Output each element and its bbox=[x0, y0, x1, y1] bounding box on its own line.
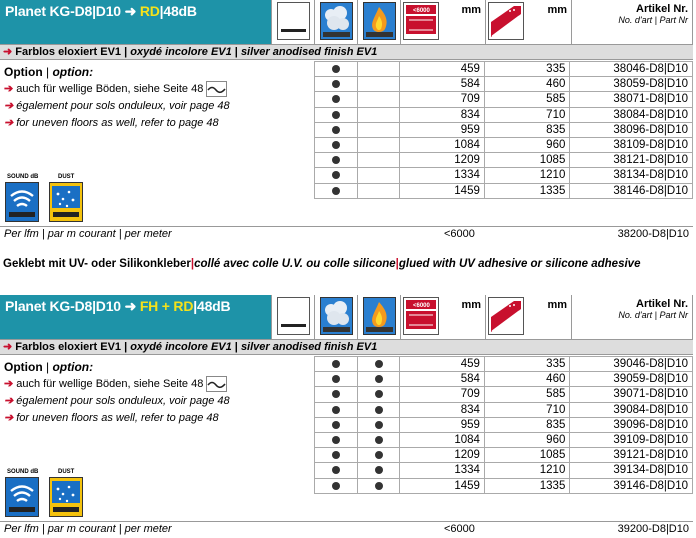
table-cell bbox=[357, 463, 400, 478]
dot-icon bbox=[332, 360, 340, 368]
table-cell: 1084 bbox=[400, 137, 484, 152]
dot-icon bbox=[375, 375, 383, 383]
table-cell: 584 bbox=[400, 77, 484, 92]
table-cell: 584 bbox=[400, 372, 484, 387]
table-row bbox=[315, 432, 693, 447]
table-cell bbox=[315, 62, 358, 77]
table-cell bbox=[315, 417, 358, 432]
article-number-header: Artikel Nr. No. d'art | Part Nr bbox=[618, 298, 688, 320]
table-row bbox=[315, 387, 693, 402]
dot-icon bbox=[332, 187, 340, 195]
length-cut-icon bbox=[403, 297, 439, 335]
table-cell: 1334 bbox=[400, 168, 484, 183]
table-cell bbox=[357, 372, 400, 387]
smoke-seal-icon bbox=[320, 297, 353, 335]
table-cell: 959 bbox=[400, 417, 484, 432]
dust-label: DUST bbox=[58, 469, 75, 475]
table-cell bbox=[357, 168, 400, 183]
table-cell: 38146-D8|D10 bbox=[570, 183, 693, 198]
table-cell bbox=[357, 417, 400, 432]
product-title: Planet KG-D8|D10 ➜ RD|48dB bbox=[0, 0, 271, 44]
table-cell bbox=[357, 62, 400, 77]
table-cell bbox=[315, 478, 358, 493]
table-cell: 834 bbox=[400, 107, 484, 122]
table-cell: 39134-D8|D10 bbox=[570, 463, 693, 478]
dot-icon bbox=[332, 141, 340, 149]
table-row bbox=[315, 183, 693, 198]
table-cell: 39084-D8|D10 bbox=[570, 402, 693, 417]
angle-bevel-icon bbox=[488, 297, 524, 335]
dot-icon bbox=[332, 436, 340, 444]
article-number-header: Artikel Nr. No. d'art | Part Nr bbox=[618, 3, 688, 25]
table-cell: 38121-D8|D10 bbox=[570, 153, 693, 168]
table-cell bbox=[357, 432, 400, 447]
wave-floor-icon bbox=[206, 81, 227, 97]
dot-icon bbox=[375, 390, 383, 398]
table-row bbox=[315, 62, 693, 77]
finish-band: ➜ Farblos eloxiert EV1 | oxydé incolore EV1 | silver anodised finish EV1 bbox=[0, 339, 693, 355]
table-cell bbox=[315, 432, 358, 447]
table-cell bbox=[315, 92, 358, 107]
table-cell: 39059-D8|D10 bbox=[570, 372, 693, 387]
product-title: Planet KG-D8|D10 ➜ FH + RD|48dB bbox=[0, 295, 271, 339]
table-cell: 835 bbox=[484, 417, 569, 432]
sound-label: SOUND dB bbox=[7, 469, 39, 475]
dot-icon bbox=[375, 436, 383, 444]
table-cell bbox=[315, 122, 358, 137]
per-meter-row: Per lfm | par m courant | per meter <6000 38200-D8|D10 bbox=[0, 226, 693, 242]
table-cell: 1210 bbox=[484, 463, 569, 478]
table-row bbox=[315, 357, 693, 372]
dust-label: DUST bbox=[58, 174, 75, 180]
table-row bbox=[315, 463, 693, 478]
table-cell bbox=[315, 448, 358, 463]
angle-bevel-icon bbox=[488, 2, 524, 40]
table-cell: 834 bbox=[400, 402, 484, 417]
table-cell bbox=[357, 183, 400, 198]
table-cell: 1335 bbox=[484, 183, 569, 198]
product-header bbox=[0, 295, 693, 339]
dot-icon bbox=[332, 65, 340, 73]
table-cell: 710 bbox=[484, 402, 569, 417]
table-cell bbox=[357, 107, 400, 122]
table-cell bbox=[357, 77, 400, 92]
table-cell: 960 bbox=[484, 137, 569, 152]
table-cell: 1459 bbox=[400, 183, 484, 198]
table-cell: 460 bbox=[484, 77, 569, 92]
dot-icon bbox=[332, 126, 340, 134]
table-row bbox=[315, 402, 693, 417]
dot-icon bbox=[375, 406, 383, 414]
glue-note: Geklebt mit UV- oder Silikonkleber|collé avec colle U.V. ou colle silicone|glued with UV adhesive or silicone adhesive bbox=[3, 258, 641, 270]
table-row bbox=[315, 168, 693, 183]
table-cell bbox=[315, 387, 358, 402]
table-cell bbox=[357, 122, 400, 137]
table-cell: 959 bbox=[400, 122, 484, 137]
table-cell bbox=[315, 77, 358, 92]
table-cell bbox=[357, 387, 400, 402]
smoke-seal-icon bbox=[320, 2, 353, 40]
table-cell: 1209 bbox=[400, 448, 484, 463]
table-cell: 39046-D8|D10 bbox=[570, 357, 693, 372]
product-header bbox=[0, 0, 693, 44]
table-cell bbox=[315, 137, 358, 152]
table-cell: 38046-D8|D10 bbox=[570, 62, 693, 77]
dot-icon bbox=[332, 390, 340, 398]
table-cell: 38071-D8|D10 bbox=[570, 92, 693, 107]
dot-icon bbox=[332, 466, 340, 474]
table-cell: 460 bbox=[484, 372, 569, 387]
table-cell: 1335 bbox=[484, 478, 569, 493]
mm-label-2: mm bbox=[547, 4, 567, 16]
table-cell: 39146-D8|D10 bbox=[570, 478, 693, 493]
table-cell: 335 bbox=[484, 357, 569, 372]
table-cell bbox=[357, 137, 400, 152]
threshold-profile-icon bbox=[277, 297, 310, 335]
table-cell: 39071-D8|D10 bbox=[570, 387, 693, 402]
table-cell: 459 bbox=[400, 62, 484, 77]
sound-icon bbox=[5, 182, 39, 222]
table-cell bbox=[315, 153, 358, 168]
table-row bbox=[315, 92, 693, 107]
sound-label: SOUND dB bbox=[7, 174, 39, 180]
table-cell: 335 bbox=[484, 62, 569, 77]
table-cell: 1459 bbox=[400, 478, 484, 493]
table-cell bbox=[315, 463, 358, 478]
length-cut-icon bbox=[403, 2, 439, 40]
dust-icon bbox=[49, 477, 83, 517]
table-cell: 38134-D8|D10 bbox=[570, 168, 693, 183]
table-cell: 38059-D8|D10 bbox=[570, 77, 693, 92]
table-cell: 585 bbox=[484, 387, 569, 402]
option-notes: Option | option: ➔ auch für wellige Böden, siehe Seite 48 ➔ également pour sols onduleux, voir page 48 ➔ for uneven floors as well, refer to page 48 bbox=[4, 360, 230, 424]
dot-icon bbox=[332, 375, 340, 383]
table-row bbox=[315, 77, 693, 92]
table-cell bbox=[357, 153, 400, 168]
table-cell: 459 bbox=[400, 357, 484, 372]
table-cell: 960 bbox=[484, 432, 569, 447]
table-cell: 1085 bbox=[484, 153, 569, 168]
sound-icon bbox=[5, 477, 39, 517]
table-cell bbox=[315, 372, 358, 387]
table-cell: 710 bbox=[484, 107, 569, 122]
dot-icon bbox=[332, 406, 340, 414]
fire-seal-icon bbox=[363, 297, 396, 335]
mm-label-2: mm bbox=[547, 299, 567, 311]
svg-text:<6000: <6000 bbox=[413, 303, 430, 309]
mm-label-1: mm bbox=[461, 299, 481, 311]
mm-label-1: mm bbox=[461, 4, 481, 16]
table-cell bbox=[357, 402, 400, 417]
table-row bbox=[315, 448, 693, 463]
wave-floor-icon bbox=[206, 376, 227, 392]
dust-icon bbox=[49, 182, 83, 222]
table-cell: 835 bbox=[484, 122, 569, 137]
table-cell: 38096-D8|D10 bbox=[570, 122, 693, 137]
table-row bbox=[315, 122, 693, 137]
article-table bbox=[314, 61, 693, 199]
table-cell bbox=[357, 357, 400, 372]
fire-seal-icon bbox=[363, 2, 396, 40]
table-cell: 1085 bbox=[484, 448, 569, 463]
dot-icon bbox=[375, 451, 383, 459]
table-cell: 1084 bbox=[400, 432, 484, 447]
table-row bbox=[315, 372, 693, 387]
table-cell: 709 bbox=[400, 387, 484, 402]
article-table bbox=[314, 356, 693, 494]
dot-icon bbox=[332, 111, 340, 119]
table-row bbox=[315, 153, 693, 168]
dot-icon bbox=[332, 421, 340, 429]
table-cell bbox=[315, 402, 358, 417]
table-cell: 39096-D8|D10 bbox=[570, 417, 693, 432]
table-cell bbox=[357, 92, 400, 107]
table-cell: 39121-D8|D10 bbox=[570, 448, 693, 463]
dot-icon bbox=[332, 95, 340, 103]
table-row bbox=[315, 478, 693, 493]
dot-icon bbox=[375, 421, 383, 429]
finish-band: ➜ Farblos eloxiert EV1 | oxydé incolore EV1 | silver anodised finish EV1 bbox=[0, 44, 693, 60]
table-cell: 1209 bbox=[400, 153, 484, 168]
table-cell bbox=[315, 183, 358, 198]
dot-icon bbox=[375, 360, 383, 368]
table-cell: 585 bbox=[484, 92, 569, 107]
table-row bbox=[315, 137, 693, 152]
table-cell bbox=[357, 478, 400, 493]
dot-icon bbox=[332, 156, 340, 164]
table-cell: 38109-D8|D10 bbox=[570, 137, 693, 152]
table-cell bbox=[315, 357, 358, 372]
dot-icon bbox=[332, 171, 340, 179]
table-cell bbox=[315, 168, 358, 183]
threshold-profile-icon bbox=[277, 2, 310, 40]
table-cell: 38084-D8|D10 bbox=[570, 107, 693, 122]
table-cell: 709 bbox=[400, 92, 484, 107]
dot-icon bbox=[375, 482, 383, 490]
table-row bbox=[315, 417, 693, 432]
dot-icon bbox=[332, 80, 340, 88]
dot-icon bbox=[375, 466, 383, 474]
table-row bbox=[315, 107, 693, 122]
table-cell: 1210 bbox=[484, 168, 569, 183]
per-meter-row: Per lfm | par m courant | per meter <6000 39200-D8|D10 bbox=[0, 521, 693, 537]
dot-icon bbox=[332, 482, 340, 490]
dot-icon bbox=[332, 451, 340, 459]
table-cell bbox=[315, 107, 358, 122]
table-cell: 39109-D8|D10 bbox=[570, 432, 693, 447]
table-cell bbox=[357, 448, 400, 463]
svg-text:<6000: <6000 bbox=[413, 8, 430, 14]
option-notes: Option | option: ➔ auch für wellige Böden, siehe Seite 48 ➔ également pour sols onduleux, voir page 48 ➔ for uneven floors as well, refer to page 48 bbox=[4, 65, 230, 129]
table-cell: 1334 bbox=[400, 463, 484, 478]
